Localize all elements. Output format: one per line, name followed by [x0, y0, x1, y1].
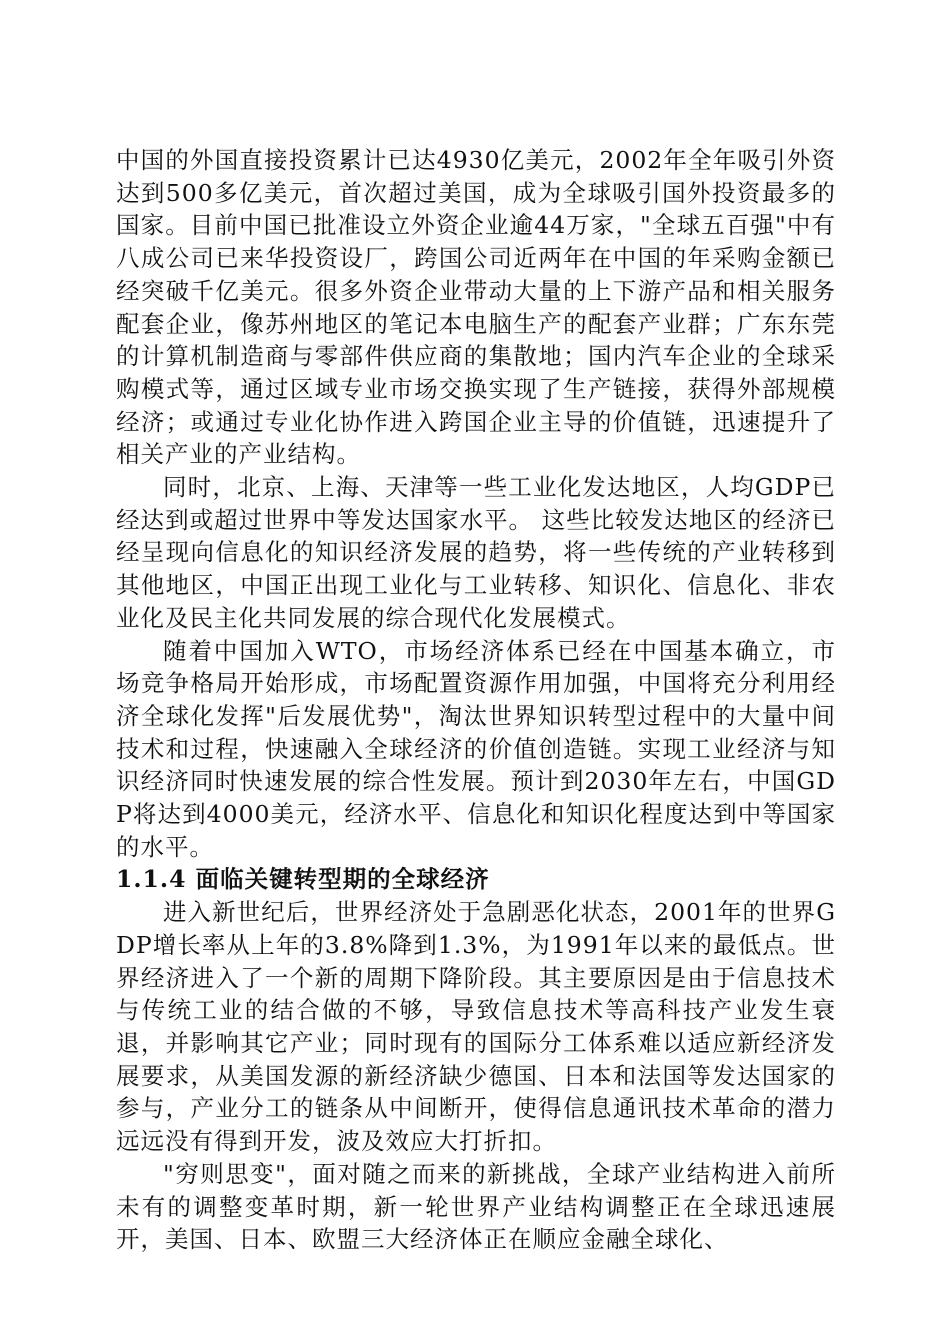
- paragraph-wto: 随着中国加入WTO，市场经济体系已经在中国基本确立，市场竞争格局开始形成，市场配置资源作用加强，中国将充分利用经济全球化发挥"后发展优势"，淘汰世界知识转型过程中的大量中间技术和过程，快速融入全球经济的价值创造链。实现工业经济与知识经济同时快速发展的综合性发展。预计到2030年左右，中国GDP将达到4000美元，经济水平、信息化和知识化程度达到中等国家的水平。: [116, 636, 836, 861]
- paragraph-industrial-restructuring: "穷则思变"，面对随之而来的新挑战，全球产业结构进入前所未有的调整变革时期，新一轮世界产业结构调整正在全球迅速展开，美国、日本、欧盟三大经济体正在顺应金融全球化、: [116, 1159, 836, 1254]
- section-heading: 1.1.4 面临关键转型期的全球经济: [116, 865, 490, 894]
- paragraph-new-century: 进入新世纪后，世界经济处于急剧恶化状态，2001年的世界GDP增长率从上年的3.8%降到1.3%，为1991年以来的最低点。世界经济进入了一个新的周期下降阶段。其主要原因是由于信息技术与传统工业的结合做的不够，导致信息技术等高科技产业发生衰退，并影响其它产业；同时现有的国际分工体系难以适应新经济发展要求，从美国发源的新经济缺少德国、日本和法国等发达国家的参与，产业分工的链条从中间断开，使得信息通讯技术革命的潜力远远没有得到开发，波及效应大打折扣。: [116, 898, 836, 1156]
- paragraph-fdi: 中国的外国直接投资累计已达4930亿美元，2002年全年吸引外资达到500多亿美元，首次超过美国，成为全球吸引国外投资最多的国家。目前中国已批准设立外资企业逾44万家，"全球五百强"中有八成公司已来华投资设厂，跨国公司近两年在中国的年采购金额已经突破千亿美元。很多外资企业带动大量的上下游产品和相关服务配套企业，像苏州地区的笔记本电脑生产的配套产业群；广东东莞的计算机制造商与零部件供应商的集散地；国内汽车企业的全球采购模式等，通过区域专业市场交换实现了生产链接，获得外部规模经济；或通过专业化协作进入跨国企业主导的价值链，迅速提升了相关产业的产业结构。: [116, 146, 836, 469]
- document-page: [116, 144, 836, 1256]
- paragraph-developed-regions: 同时，北京、上海、天津等一些工业化发达地区，人均GDP已经达到或超过世界中等发达国家水平。 这些比较发达地区的经济已经呈现向信息化的知识经济发展的趋势，将一些传统的产业转移到其他地区，中国正出现工业化与工业转移、知识化、信息化、非农业化及民主化共同发展的综合现代化发展模式。: [116, 473, 836, 632]
